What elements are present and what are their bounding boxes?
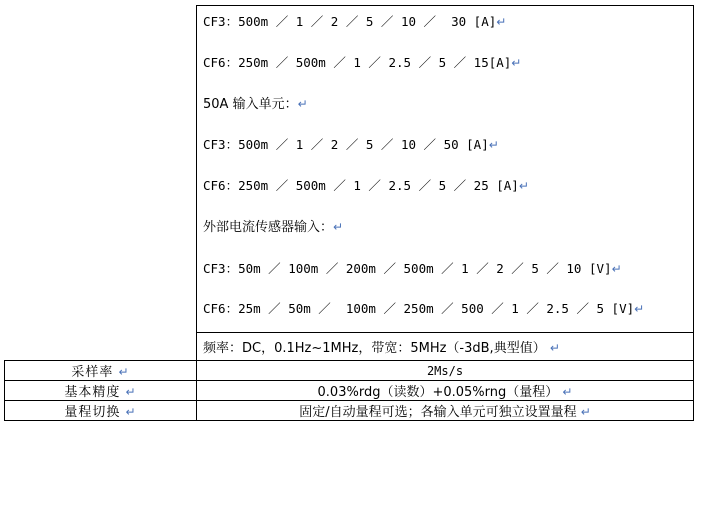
- range-block: [197, 6, 693, 332]
- paragraph-mark-icon: ↵: [488, 138, 499, 153]
- row-value-basic-accuracy: [197, 381, 694, 401]
- range-line-text: CF6：25m ／ 50m ／ 100m ／ 250m ／ 500 ／ 1 ／ 2.5 ／ 5 [V]: [203, 301, 635, 317]
- specification-table: [4, 5, 694, 421]
- paragraph-mark-icon: ↵: [562, 385, 573, 400]
- paragraph-mark-icon: ↵: [496, 15, 507, 29]
- range-line-text: CF3：500m ／ 1 ／ 2 ／ 5 ／ 10 ／ 50 [A]: [203, 137, 489, 153]
- row-label-text: 采样率: [71, 365, 114, 381]
- row-label-basic-accuracy: [5, 381, 197, 401]
- table-row-range: [5, 6, 694, 361]
- row-label-sample-rate: [5, 361, 197, 381]
- range-line: [203, 261, 683, 278]
- paragraph-mark-icon: ↵: [634, 302, 645, 317]
- range-line: [203, 137, 683, 154]
- range-line-text: CF6：250m ／ 500m ／ 1 ／ 2.5 ／ 5 ／ 25 [A]: [203, 178, 519, 194]
- row-label-text: 基本精度: [64, 385, 121, 401]
- range-line-text: 50A 输入单元：: [203, 96, 298, 112]
- paragraph-mark-icon: ↵: [518, 179, 529, 194]
- table-row-range-switching: [5, 401, 694, 421]
- range-line: [203, 96, 683, 114]
- row-label-text: 量程切换: [64, 405, 121, 421]
- paragraph-mark-icon: ↵: [580, 405, 591, 420]
- range-line: [203, 178, 683, 195]
- paragraph-mark-icon: ↵: [118, 365, 130, 380]
- paragraph-mark-icon: ↵: [511, 55, 522, 70]
- range-line-text: 外部电流传感器输入：: [203, 220, 334, 236]
- range-line: [203, 219, 683, 237]
- row-value-text: 固定/自动量程可选；各输入单元可独立设置量程: [299, 405, 577, 421]
- document-page: [0, 5, 707, 507]
- paragraph-mark-icon: ↵: [125, 385, 137, 400]
- empty-label-cell: [5, 6, 197, 361]
- range-line: [203, 55, 683, 72]
- range-line: [203, 301, 683, 318]
- row-value-text: 2Ms/s: [426, 363, 464, 378]
- table-row-sample-rate: [5, 361, 694, 381]
- row-label-range-switching: [5, 401, 197, 421]
- row-value-range-switching: [197, 401, 694, 421]
- paragraph-mark-icon: ↵: [333, 220, 344, 235]
- paragraph-mark-icon: ↵: [549, 341, 560, 356]
- range-line-text: CF3：500m ／ 1 ／ 2 ／ 5 ／ 10 ／ 30 [A]: [203, 14, 497, 29]
- row-value-sample-rate: [197, 361, 694, 381]
- paragraph-mark-icon: ↵: [297, 96, 308, 111]
- frequency-spec-line: [197, 332, 693, 360]
- row-value-text: 0.03%rdg（读数）+0.05%rng（量程）: [317, 385, 559, 401]
- range-line: [203, 14, 683, 31]
- frequency-spec-text: 频率：DC，0.1Hz~1MHz，带宽：5MHz（-3dB,典型值）: [203, 341, 546, 357]
- range-list-cell: [197, 6, 694, 361]
- range-line-text: CF6：250m ／ 500m ／ 1 ／ 2.5 ／ 5 ／ 15[A]: [203, 54, 512, 70]
- range-line-text: CF3：50m ／ 100m ／ 200m ／ 500m ／ 1 ／ 2 ／ 5 ／ 10 [V]: [203, 260, 612, 276]
- paragraph-mark-icon: ↵: [125, 405, 137, 420]
- table-row-basic-accuracy: [5, 381, 694, 401]
- paragraph-mark-icon: ↵: [611, 261, 622, 276]
